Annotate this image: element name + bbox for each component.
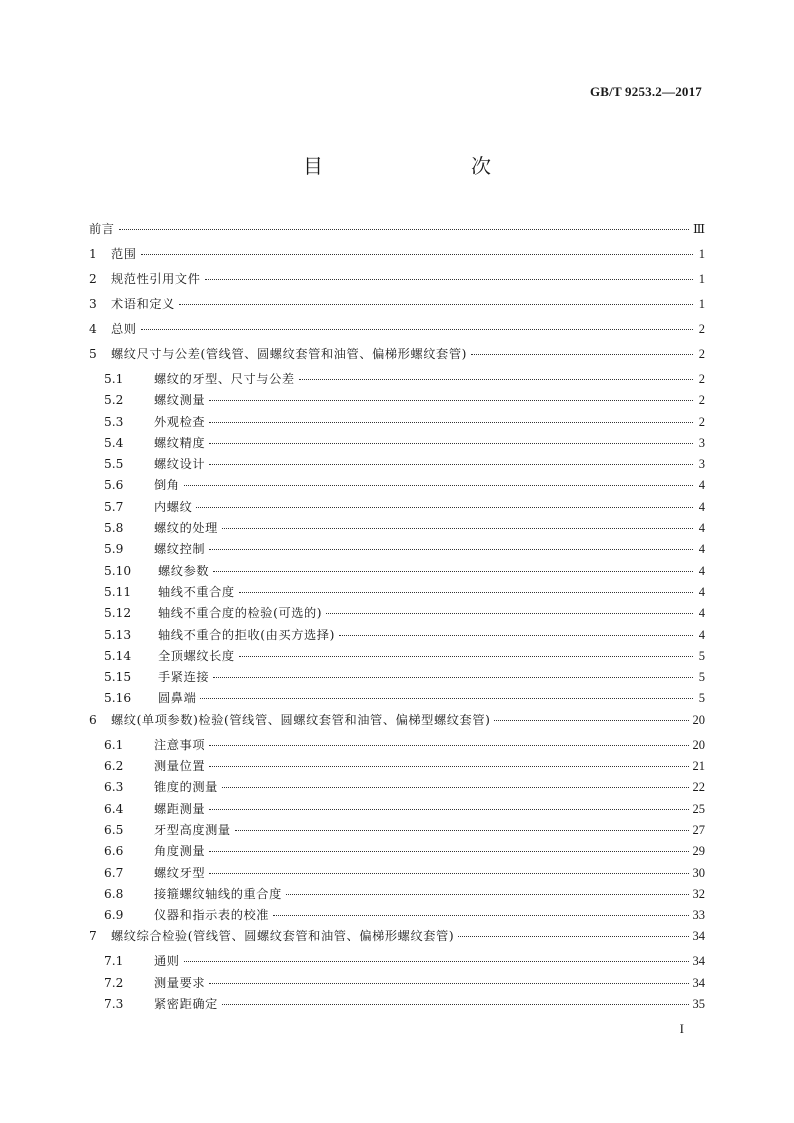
toc-entry-label: 螺纹测量: [154, 393, 206, 408]
toc-entry-page: 1: [698, 272, 705, 286]
toc-entry-number: 1: [89, 247, 97, 261]
standard-code: GB/T 9253.2—2017: [589, 84, 702, 99]
toc-entry-page: 5: [698, 691, 705, 706]
dot-leader: [196, 507, 693, 508]
toc-entry-page: 2: [698, 393, 705, 408]
toc-entry[interactable]: [89, 391, 705, 412]
dot-leader: [209, 851, 688, 852]
toc-entry-label: 范围: [111, 247, 137, 261]
toc-entry-page: 4: [698, 542, 705, 557]
dot-leader: [141, 329, 693, 330]
toc-entry[interactable]: [89, 974, 705, 995]
toc-entry[interactable]: [89, 927, 705, 952]
toc-entry-number: 5.10: [104, 563, 132, 578]
toc-entry-page: 3: [698, 435, 705, 450]
toc-entry-label: 轴线不重合度: [158, 584, 235, 599]
toc-entry-page: 1: [698, 247, 705, 261]
dot-leader: [209, 549, 693, 550]
dot-leader: [213, 677, 693, 678]
toc-entry-number: 6.5: [104, 822, 124, 837]
toc-entry-number: 5.12: [104, 606, 132, 621]
toc-entry-label: 全顶螺纹长度: [158, 648, 235, 663]
toc-entry-page: 5: [698, 648, 705, 663]
toc-entry-page: 33: [692, 908, 705, 923]
toc-entry-label: 测量位置: [154, 759, 206, 774]
toc-entry[interactable]: [89, 864, 705, 885]
toc-entry[interactable]: [89, 540, 705, 561]
toc-entry[interactable]: [89, 757, 705, 778]
dot-leader: [222, 1004, 689, 1005]
dot-leader: [235, 830, 689, 831]
dot-leader: [494, 720, 688, 721]
toc-entry-page: 2: [698, 347, 705, 361]
toc-entry[interactable]: [89, 842, 705, 863]
dot-leader: [209, 400, 693, 401]
dot-leader: [179, 304, 693, 305]
dot-leader: [209, 766, 688, 767]
toc-entry-number: 6.1: [104, 737, 124, 752]
toc-entry-label: 圆鼻端: [158, 691, 197, 706]
toc-entry-label: 术语和定义: [111, 297, 175, 311]
toc-entry-page: 4: [698, 521, 705, 536]
dot-leader: [184, 961, 689, 962]
toc-entry[interactable]: [89, 647, 705, 668]
toc-entry-number: 5.6: [104, 478, 124, 493]
toc-entry-page: 34: [692, 929, 705, 944]
toc-entry-number: 3: [89, 297, 97, 311]
dot-leader: [209, 422, 693, 423]
toc-entry-page: 2: [698, 322, 705, 336]
toc-entry-label: 螺纹精度: [154, 435, 206, 450]
toc-entry-number: 6.2: [104, 759, 124, 774]
toc-entry-page: 20: [692, 712, 705, 727]
toc-entry-number: 7.3: [104, 997, 124, 1012]
toc-entry[interactable]: [89, 476, 705, 497]
toc-entry-number: 5.13: [104, 627, 132, 642]
dot-leader: [184, 485, 693, 486]
toc-entry-page: 34: [692, 975, 705, 990]
toc-entry[interactable]: [89, 583, 705, 604]
toc-entry-label: 螺纹参数: [158, 563, 210, 578]
dot-leader: [141, 254, 693, 255]
dot-leader: [209, 745, 688, 746]
dot-leader: [339, 635, 693, 636]
toc-entry-number: 5.7: [104, 499, 124, 514]
dot-leader: [213, 571, 693, 572]
toc-entry-number: 6.3: [104, 780, 124, 795]
toc-entry-label: 角度测量: [154, 844, 206, 859]
toc-entry-number: 5.2: [104, 393, 124, 408]
toc-entry[interactable]: [89, 270, 705, 295]
toc-entry-number: 4: [89, 322, 97, 336]
toc-entry-number: 6.9: [104, 908, 124, 923]
dot-leader: [205, 279, 693, 280]
toc-entry-number: 6: [89, 712, 97, 727]
dot-leader: [222, 787, 689, 788]
toc-entry-label: 倒角: [154, 478, 180, 493]
toc-entry[interactable]: [89, 952, 705, 973]
toc-entry-number: 6.7: [104, 865, 124, 880]
dot-leader: [458, 936, 688, 937]
table-of-contents: [89, 220, 705, 1016]
toc-entry[interactable]: [89, 778, 705, 799]
page-title: 目 次: [303, 154, 527, 178]
toc-entry-label: 外观检查: [154, 414, 206, 429]
toc-entry-page: 29: [692, 844, 705, 859]
dot-leader: [239, 656, 693, 657]
toc-entry-page: 34: [692, 954, 705, 969]
toc-entry-number: 7.2: [104, 975, 124, 990]
toc-entry-label: 总则: [111, 322, 137, 336]
dot-leader: [222, 528, 693, 529]
toc-entry-label: 螺距测量: [154, 801, 206, 816]
toc-entry-label: 螺纹(单项参数)检验(管线管、圆螺纹套管和油管、偏梯型螺纹套管): [111, 712, 491, 727]
toc-entry-page: 25: [692, 801, 705, 816]
dot-leader: [119, 229, 689, 230]
toc-entry-label: 测量要求: [154, 975, 206, 990]
toc-entry[interactable]: [89, 800, 705, 821]
toc-entry-number: 5.15: [104, 670, 132, 685]
dot-leader: [209, 809, 688, 810]
toc-entry-label: 螺纹设计: [154, 457, 206, 472]
toc-entry[interactable]: [89, 885, 705, 906]
toc-entry-page: 4: [698, 584, 705, 599]
toc-entry-label: 螺纹综合检验(管线管、圆螺纹套管和油管、偏梯形螺纹套管): [111, 929, 455, 944]
dot-leader: [209, 443, 693, 444]
toc-entry-page: 4: [698, 499, 705, 514]
toc-entry[interactable]: [89, 295, 705, 320]
toc-entry[interactable]: [89, 711, 705, 736]
toc-entry-label: 螺纹的处理: [154, 521, 218, 536]
toc-entry-number: 5.11: [104, 584, 132, 599]
toc-entry-number: 5.1: [104, 372, 124, 386]
toc-entry-label: 牙型高度测量: [154, 822, 231, 837]
toc-entry-label: 前言: [89, 222, 115, 236]
toc-entry[interactable]: [89, 736, 705, 757]
toc-entry-page: 21: [692, 759, 705, 774]
toc-entry-label: 轴线不重合度的检验(可选的): [158, 606, 323, 621]
dot-leader: [200, 698, 693, 699]
toc-entry-number: 2: [89, 272, 97, 286]
toc-entry[interactable]: [89, 906, 705, 927]
toc-entry-number: 5.3: [104, 414, 124, 429]
toc-entry-page: 4: [698, 606, 705, 621]
toc-entry-page: 5: [698, 670, 705, 685]
dot-leader: [471, 354, 693, 355]
dot-leader: [239, 592, 693, 593]
toc-entry-label: 通则: [154, 954, 180, 969]
toc-entry-label: 内螺纹: [154, 499, 193, 514]
toc-entry-page: 20: [692, 737, 705, 752]
toc-entry[interactable]: [89, 995, 705, 1016]
toc-entry[interactable]: [89, 498, 705, 519]
toc-entry-page: Ⅲ: [692, 222, 705, 236]
toc-entry-label: 接箍螺纹轴线的重合度: [154, 886, 282, 901]
toc-entry-number: 5.9: [104, 542, 124, 557]
toc-entry-page: 27: [692, 822, 705, 837]
dot-leader: [286, 894, 689, 895]
toc-entry[interactable]: [89, 668, 705, 689]
toc-entry-number: 6.4: [104, 801, 124, 816]
toc-entry[interactable]: [89, 562, 705, 583]
toc-entry[interactable]: [89, 626, 705, 647]
toc-entry-number: 5.14: [104, 648, 132, 663]
toc-entry-label: 螺纹的牙型、尺寸与公差: [154, 372, 295, 386]
toc-entry-label: 锥度的测量: [154, 780, 218, 795]
toc-entry-number: 5.4: [104, 435, 124, 450]
toc-entry-page: 4: [698, 627, 705, 642]
toc-entry[interactable]: [89, 320, 705, 345]
toc-entry[interactable]: [89, 455, 705, 476]
toc-entry-page: 2: [698, 372, 705, 386]
toc-entry-page: 4: [698, 563, 705, 578]
toc-entry-label: 规范性引用文件: [111, 272, 201, 286]
toc-entry[interactable]: [89, 604, 705, 625]
toc-entry-label: 紧密距确定: [154, 997, 218, 1012]
toc-entry[interactable]: [89, 413, 705, 434]
toc-entry-label: 螺纹尺寸与公差(管线管、圆螺纹套管和油管、偏梯形螺纹套管): [111, 347, 467, 361]
toc-entry[interactable]: [89, 821, 705, 842]
toc-entry-page: 3: [698, 457, 705, 472]
toc-entry-label: 手紧连接: [158, 670, 210, 685]
toc-entry-number: 5.5: [104, 457, 124, 472]
toc-entry-page: 4: [698, 478, 705, 493]
toc-entry-label: 仪器和指示表的校准: [154, 908, 270, 923]
dot-leader: [273, 915, 688, 916]
toc-entry-page: 1: [698, 297, 705, 311]
toc-entry-label: 螺纹牙型: [154, 865, 206, 880]
toc-entry[interactable]: [89, 245, 705, 270]
toc-entry-page: 22: [692, 780, 705, 795]
toc-entry-number: 5.8: [104, 521, 124, 536]
toc-entry-label: 轴线不重合的拒收(由买方选择): [158, 627, 335, 642]
dot-leader: [326, 613, 693, 614]
dot-leader: [209, 464, 693, 465]
toc-entry-number: 6.6: [104, 844, 124, 859]
toc-entry-page: 35: [692, 997, 705, 1012]
toc-entry[interactable]: [89, 220, 705, 245]
toc-entry[interactable]: [89, 345, 705, 370]
toc-entry-number: 6.8: [104, 886, 124, 901]
toc-entry-page: 32: [692, 886, 705, 901]
toc-entry-page: 30: [692, 865, 705, 880]
toc-entry-page: 2: [698, 414, 705, 429]
toc-entry[interactable]: [89, 689, 705, 710]
page-number: I: [679, 1021, 684, 1036]
dot-leader: [209, 983, 688, 984]
toc-entry[interactable]: [89, 519, 705, 540]
dot-leader: [299, 379, 693, 380]
toc-entry-number: 5: [89, 347, 97, 361]
toc-entry-number: 5.16: [104, 691, 132, 706]
toc-entry[interactable]: [89, 370, 705, 391]
toc-entry-label: 注意事项: [154, 737, 206, 752]
toc-entry[interactable]: [89, 434, 705, 455]
toc-entry-number: 7: [89, 929, 97, 944]
dot-leader: [209, 873, 688, 874]
toc-entry-label: 螺纹控制: [154, 542, 206, 557]
toc-entry-number: 7.1: [104, 954, 124, 969]
